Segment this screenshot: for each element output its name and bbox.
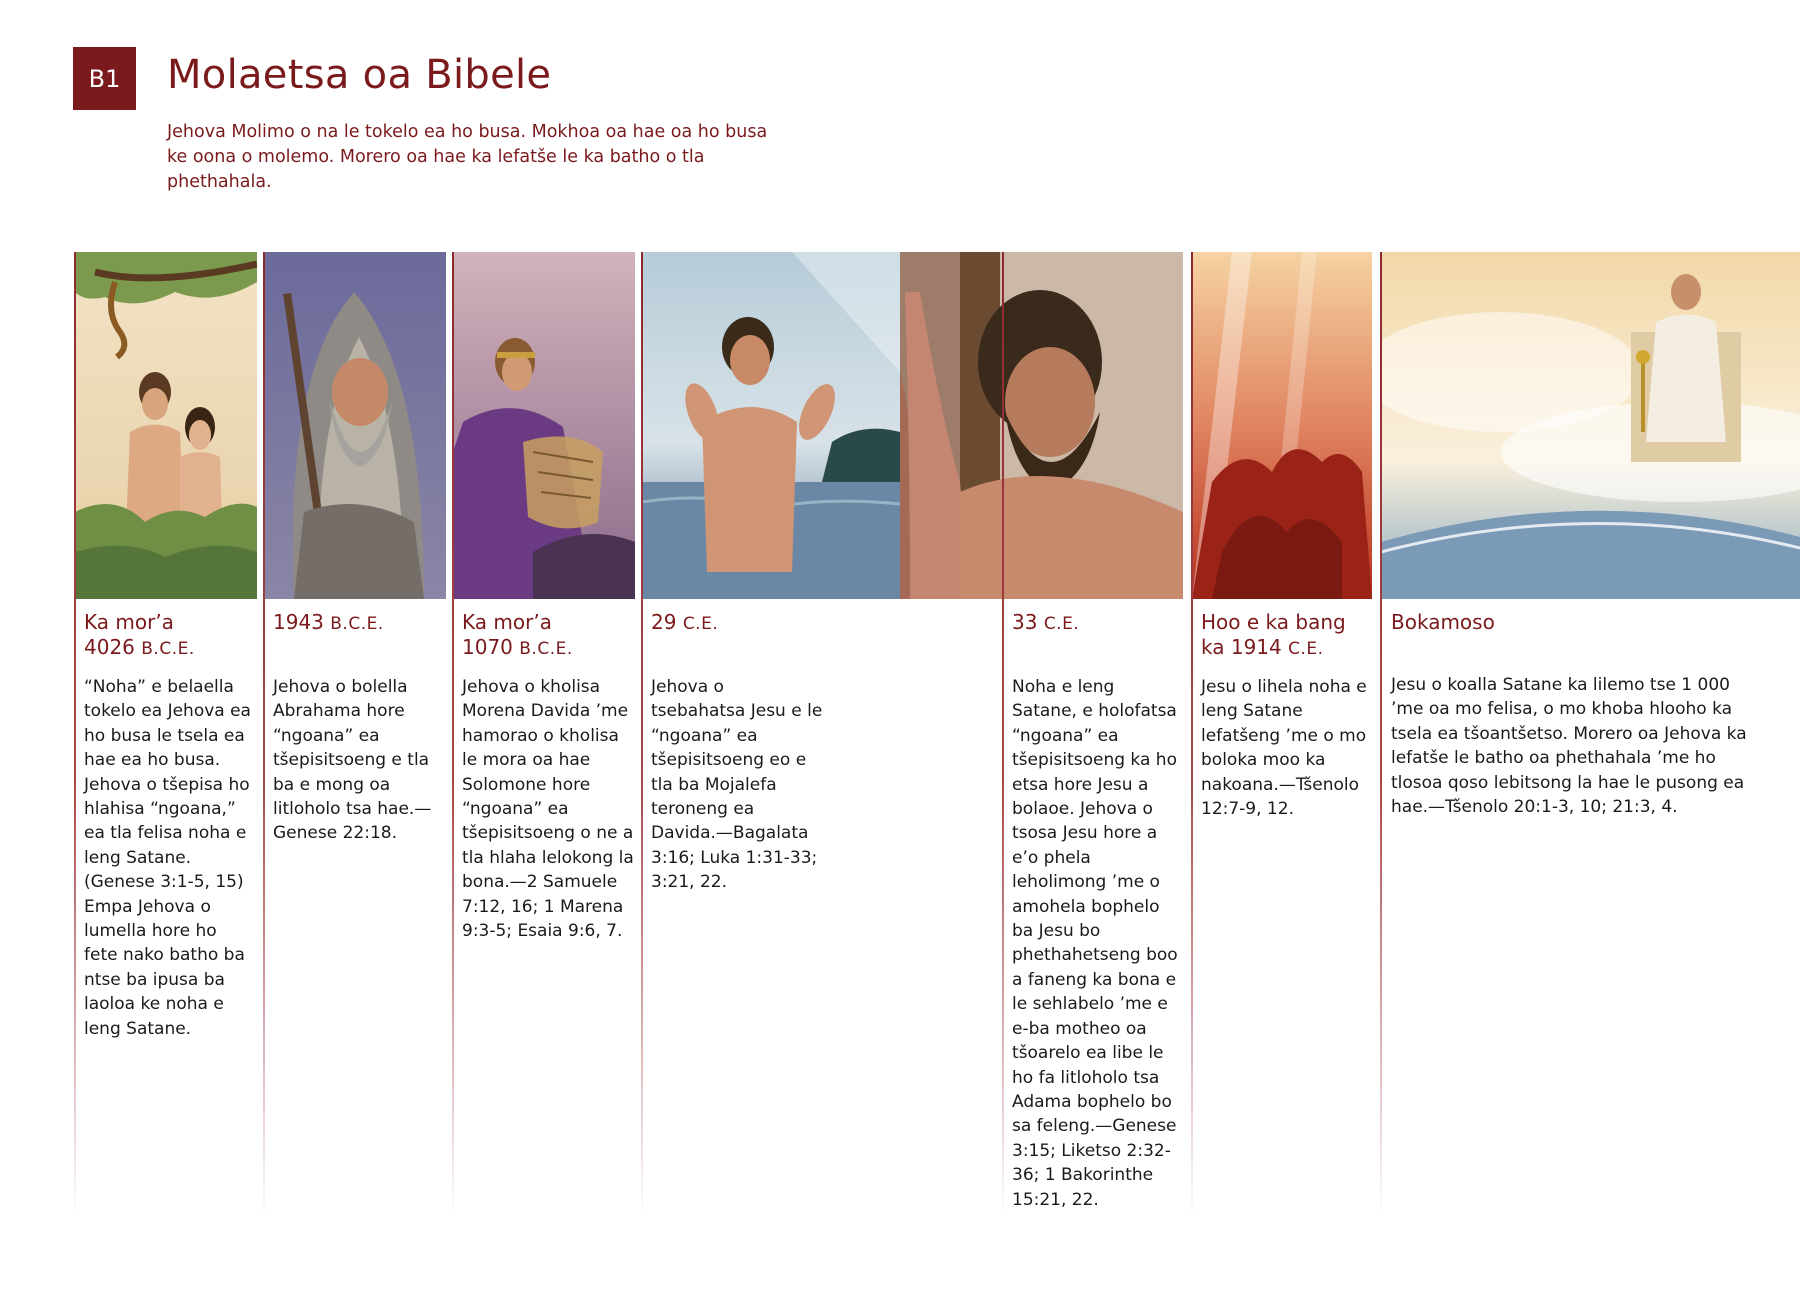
- entry-text: “Noha” e belaella tokelo ea Jehova ea ho busa le tsela ea hae ea ho busa. Jehova o tšepisa ho hlahisa “ngoana,” ea tla felisa noha e leng Satane. (Genese 3:1-5, 15) Empa Jehova o lumella hore ho fete nako batho ba ntse ba ipusa ba laoloa ke noha e leng Satane.: [84, 677, 251, 1039]
- entry-text: Jehova o bolella Abrahama hore “ngoana” ea tšepisitsoeng e tla ba e mong oa litloholo tsa hae.—Genese 22:18.: [273, 677, 432, 844]
- entry-date: Ka mor’a 4026 B.C.E.: [84, 610, 195, 659]
- entry-date: 1943 B.C.E.: [273, 610, 384, 634]
- page-subtitle: Jehova Molimo o na le tokelo ea ho busa. Mokhoa oa hae oa ho busa ke oona o molemo. Morero oa hae ka lefatše le ka batho o tla phethahala.: [167, 122, 768, 192]
- divider-line: [74, 252, 76, 1220]
- entry-text: Jesu o lihela noha e leng Satane lefatšeng ’me o mo boloka moo ka nakoana.—Tšenolo 12:7-9, 12.: [1201, 677, 1367, 820]
- timeline-entry-1914: [1201, 610, 1373, 821]
- divider-line: [1002, 252, 1004, 1220]
- entry-text: Jesu o koalla Satane ka lilemo tse 1 000 ’me oa mo felisa, o mo khoba hlooho ka tsela ea tšoantšetso. Morero oa Jehova ka lefatše le batho oa phethahala ’me ho tlosoa qoso lebitsong la hae le pusong ea hae.—Tšenolo 20:1-3, 10; 21:3, 4.: [1391, 675, 1747, 818]
- divider-line: [1191, 252, 1193, 1220]
- entry-text: Noha e leng Satane, e holofatsa “ngoana” ea tšepisitsoeng ka ho etsa hore Jesu a bolaoe. Jehova o tsosa Jesu hore a e’o phela leholimong ’me o amohela bophelo ba Jesu bo phethahetseng boo a faneng ka bona e le sehlabelo ’me e e-ba motheo oa tšoarelo ea libe le ho fa litloholo tsa Adama bophelo bo sa feleng.—Genese 3:15; Liketso 2:32-36; 1 Bakorinthe 15:21, 22.: [1012, 677, 1178, 1210]
- divider-line: [263, 252, 265, 1220]
- timeline-entry-33: [1012, 610, 1184, 1212]
- timeline-entry-future: [1391, 610, 1761, 819]
- entry-date: Ka mor’a 1070 B.C.E.: [462, 610, 573, 659]
- entry-date: Hoo e ka bang ka 1914 C.E.: [1201, 610, 1346, 659]
- divider-line: [452, 252, 454, 1220]
- jesus-stake-illustration: [900, 252, 1183, 599]
- page-title: Molaetsa oa Bibele: [167, 52, 552, 98]
- entry-date: Bokamoso: [1391, 610, 1495, 634]
- divider-line: [641, 252, 643, 1220]
- timeline-entry-1070: [462, 610, 634, 943]
- entry-date: 29 C.E.: [651, 610, 719, 634]
- abraham-illustration: [264, 252, 446, 599]
- satane-cast-out-illustration: [1192, 252, 1372, 599]
- jesus-baptism-illustration: [642, 252, 900, 599]
- section-badge: B1: [73, 47, 136, 110]
- entry-text: Jehova o kholisa Morena Davida ’me hamorao o kholisa le mora oa hae Solomone hore “ngoana” ea tšepisitsoeng o ne a tla hlaha lelokong la bona.—2 Samuele 7:12, 16; 1 Marena 9:3-5; Esaia 9:6, 7.: [462, 677, 634, 942]
- david-illustration: [453, 252, 635, 599]
- timeline-entry-29: [651, 610, 823, 895]
- entry-text: Jehova o tsebahatsa Jesu e le “ngoana” ea tšepisitsoeng eo e tla ba Mojalefa teroneng ea Davida.—Bagalata 3:16; Luka 1:31-33; 3:21, 22.: [651, 677, 823, 893]
- jesus-king-illustration: [1381, 252, 1800, 599]
- timeline-entry-4026: [84, 610, 254, 1041]
- eden-illustration: [75, 252, 257, 599]
- entry-date: 33 C.E.: [1012, 610, 1080, 634]
- divider-line: [1380, 252, 1382, 1220]
- timeline-entry-1943: [273, 610, 445, 846]
